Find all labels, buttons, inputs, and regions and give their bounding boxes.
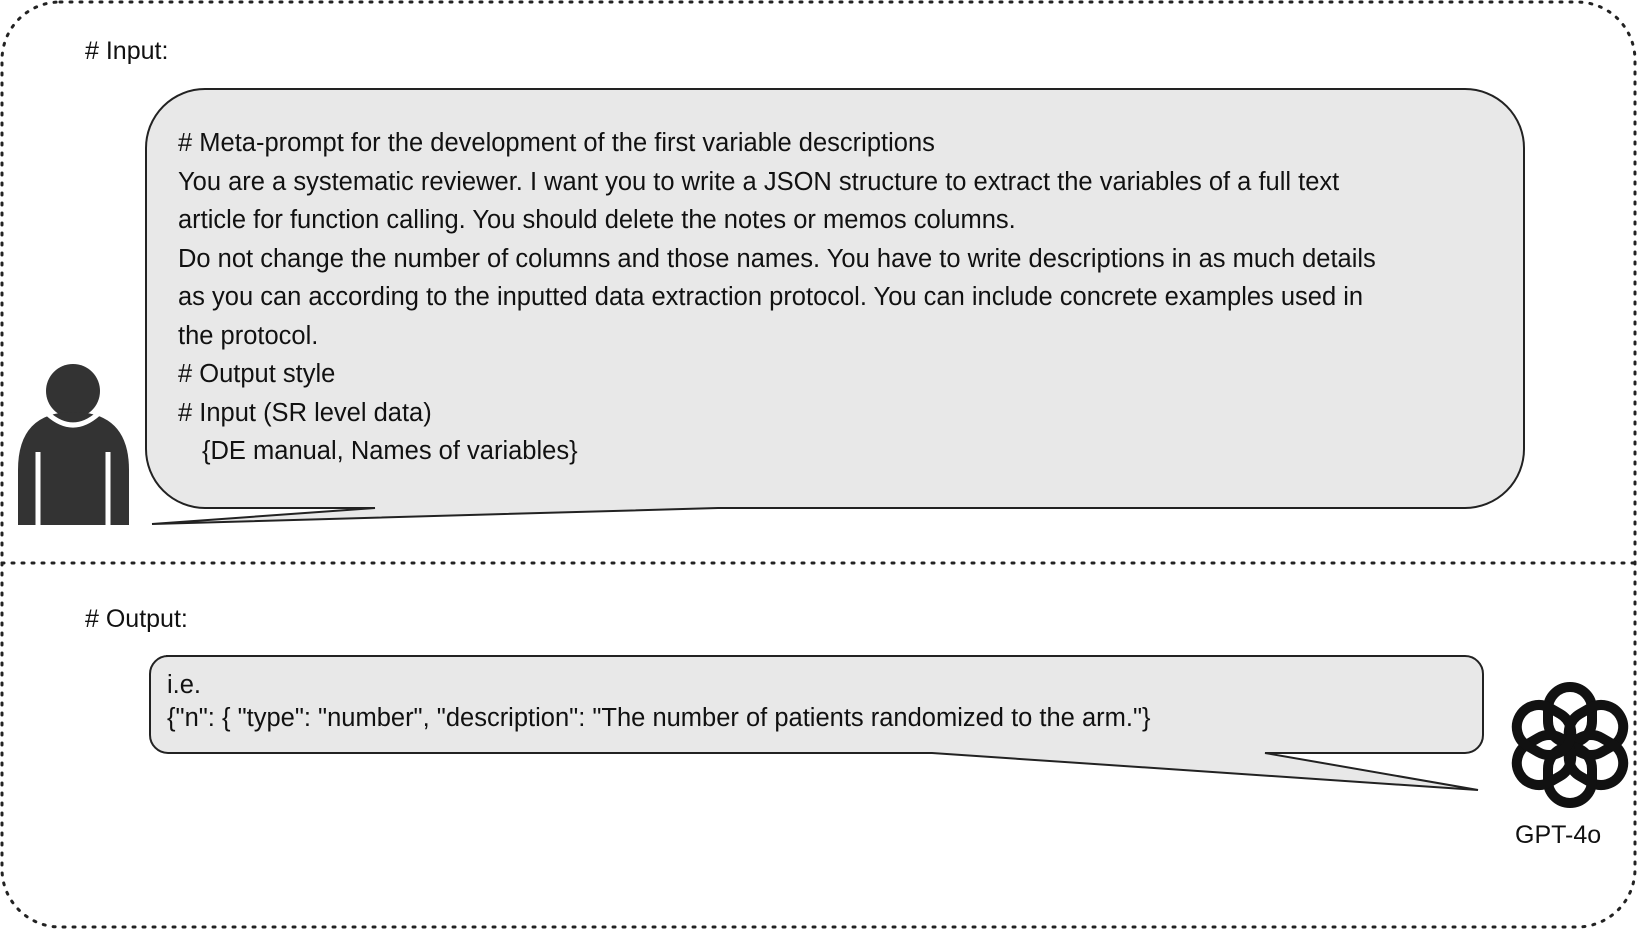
input-section-label: # Input:: [85, 37, 169, 65]
response-line: i.e.: [167, 671, 202, 699]
user-silhouette-icon: [18, 364, 129, 525]
output-section-label: # Output:: [85, 605, 188, 633]
prompt-line: {DE manual, Names of variables}: [202, 437, 578, 465]
prompt-line: article for function calling. You should delete the notes or memos columns.: [178, 206, 1016, 234]
input-prompt-text: [178, 124, 1518, 471]
response-line: {"n": { "type": "number", "description": "The number of patients randomized to the arm."}: [167, 704, 1151, 732]
prompt-line: You are a systematic reviewer. I want you to write a JSON structure to extract the variables of a full text: [178, 167, 1340, 196]
prompt-line: # Input (SR level data): [178, 398, 432, 427]
prompt-line: # Output style: [178, 360, 336, 388]
prompt-line: the protocol.: [178, 321, 319, 350]
openai-logo-icon: [1509, 687, 1631, 803]
prompt-line: # Meta-prompt for the development of the first variable descriptions: [178, 129, 935, 157]
prompt-line: as you can according to the inputted data extraction protocol. You can include concrete examples used in: [178, 283, 1364, 311]
model-name-label: GPT-4o: [1515, 821, 1602, 849]
output-response-text: [167, 669, 1467, 735]
prompt-line: Do not change the number of columns and those names. You have to write descriptions in as much details: [178, 244, 1376, 273]
